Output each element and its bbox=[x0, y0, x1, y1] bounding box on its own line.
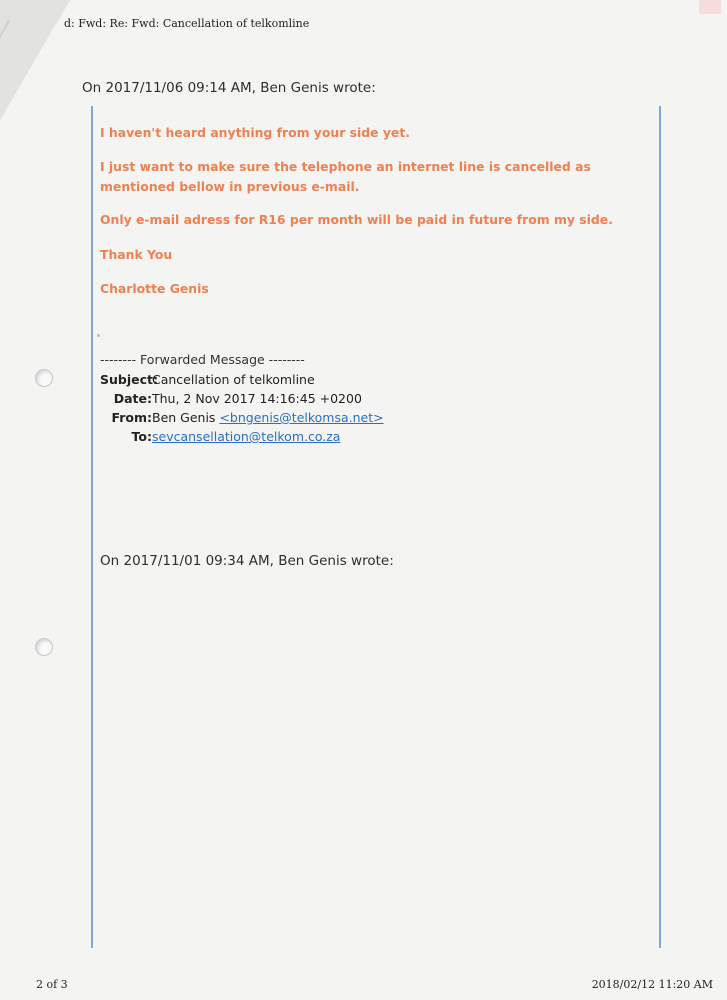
subject-value: Cancellation of telkomline bbox=[152, 372, 315, 387]
from-name: Ben Genis bbox=[152, 410, 216, 425]
body-line-2: I just want to make sure the telephone an internet line is cancelled as mentioned bellow in previous e-mail. bbox=[100, 159, 591, 194]
quote-attribution-2: On 2017/11/01 09:34 AM, Ben Genis wrote: bbox=[100, 553, 394, 569]
quote-bar-left bbox=[91, 106, 93, 948]
from-email-link[interactable]: <bngenis@telkomsa.net> bbox=[219, 410, 384, 425]
page-title: d: Fwd: Re: Fwd: Cancellation of telkomline bbox=[64, 17, 310, 30]
forward-subject-row bbox=[100, 372, 315, 387]
quote-attribution-1: On 2017/11/06 09:14 AM, Ben Genis wrote: bbox=[82, 80, 376, 96]
forward-to-row bbox=[100, 429, 340, 444]
to-email-link[interactable]: sevcansellation@telkom.co.za bbox=[152, 429, 341, 444]
date-label: Date: bbox=[113, 391, 152, 406]
corner-mark bbox=[699, 0, 721, 14]
stray-dot bbox=[97, 334, 100, 337]
print-timestamp: 2018/02/12 11:20 AM bbox=[591, 978, 713, 991]
date-value: Thu, 2 Nov 2017 14:16:45 +0200 bbox=[152, 391, 362, 406]
subject-label: Subject: bbox=[100, 372, 158, 387]
body-line-thanks: Thank You bbox=[100, 247, 173, 262]
to-label: To: bbox=[131, 429, 152, 444]
page-number: 2 of 3 bbox=[36, 978, 68, 991]
body-signature: Charlotte Genis bbox=[100, 281, 209, 296]
forward-date-row bbox=[100, 391, 362, 406]
forward-from-row bbox=[100, 410, 384, 425]
from-label: From: bbox=[111, 410, 152, 425]
quote-bar-right bbox=[659, 106, 661, 948]
folded-corner bbox=[0, 0, 70, 120]
punch-hole-bottom bbox=[35, 638, 53, 656]
body-line-3: Only e-mail adress for R16 per month will be paid in future from my side. bbox=[100, 212, 613, 227]
forwarded-separator: -------- Forwarded Message -------- bbox=[100, 352, 305, 367]
punch-hole-top bbox=[35, 369, 53, 387]
body-line-1: I haven't heard anything from your side yet. bbox=[100, 125, 410, 140]
